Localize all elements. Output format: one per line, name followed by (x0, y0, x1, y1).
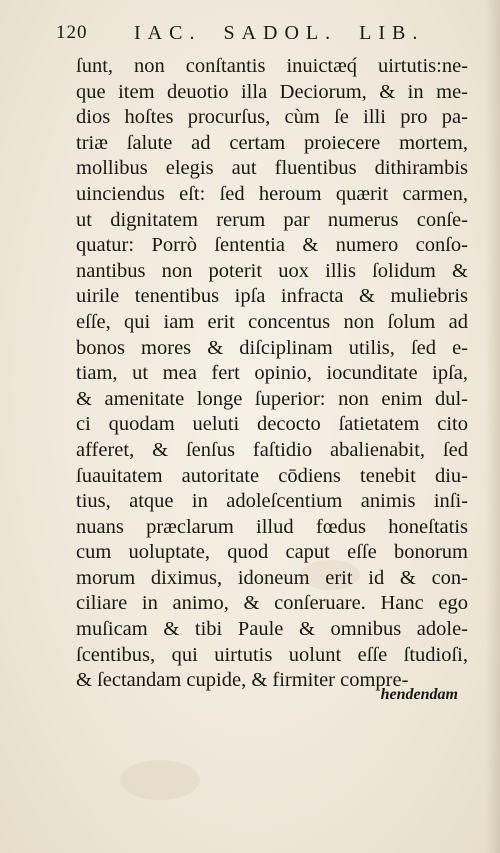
running-title: IAC. SADOL. LIB. (134, 22, 425, 44)
running-head (56, 22, 466, 50)
catchword: hendendam (380, 686, 458, 703)
text-line: triæ ſalute ad certam proiecere mortem, (76, 131, 468, 154)
text-line: uirile tenentibus ipſa infracta & muliebris (76, 285, 468, 308)
text-line: nuans præclarum illud fœdus honeſtatis (76, 515, 468, 538)
text-line: quatur: Porrò ſententia & numero conſo- (76, 234, 468, 257)
text-line: ut dignitatem rerum par numerus conſe- (76, 208, 468, 231)
text-line: ſuauitatem autoritate cōdiens tenebit diu- (76, 464, 468, 487)
paper-stain (120, 760, 200, 800)
text-line: ciliare in animo, & conſeruare. Hanc ego (76, 592, 468, 615)
page-number: 120 (56, 22, 88, 43)
text-line: ſcentibus, qui uirtutis uolunt eſſe ſtudioſi, (76, 643, 468, 666)
text-line: ci quodam ueluti decocto ſatietatem cito (76, 413, 468, 436)
body-text (76, 54, 468, 694)
text-line: bonos mores & diſciplinam utilis, ſed e- (76, 336, 468, 359)
text-line: & amenitate longe ſuperior: non enim dul- (76, 387, 468, 410)
text-line: eſſe, qui iam erit concentus non ſolum ad (76, 310, 468, 333)
text-line: & ſectandam cupide, & firmiter compre- (76, 669, 409, 692)
text-line: mollibus elegis aut fluentibus dithirambis (76, 157, 468, 180)
text-line: morum diximus, idoneum erit id & con- (76, 566, 468, 589)
text-line: cum uoluptate, quod caput eſſe bonorum (76, 541, 468, 564)
text-line: nantibus non poterit uox illis ſolidum & (76, 259, 468, 282)
text-line: uinciendus eſt: ſed heroum quærit carmen, (76, 182, 468, 205)
text-line: afferet, & ſenſus faſtidio abalienabit, ſed (76, 438, 468, 461)
text-line: que item deuotio illa Deciorum, & in me- (76, 80, 468, 103)
text-line: muſicam & tibi Paule & omnibus adole- (76, 618, 468, 641)
text-line: tiam, ut mea fert opinio, iocunditate ipſa, (76, 362, 468, 385)
text-line: dios hoſtes procurſus, cùm ſe illi pro pa- (76, 106, 468, 129)
text-line: tius, atque in adoleſcentium animis inſi- (76, 490, 468, 513)
text-line: ſunt, non conſtantis inuictæq́ uirtutis:ne- (76, 55, 468, 77)
